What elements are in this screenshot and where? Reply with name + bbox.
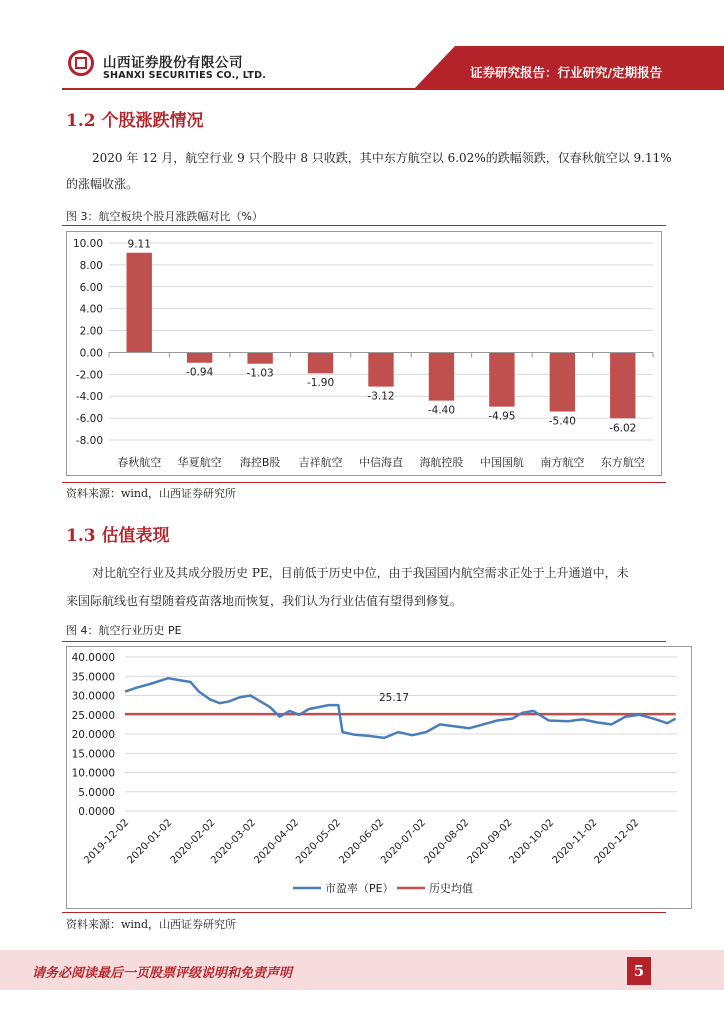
figure-4-bottom-rule xyxy=(62,912,666,913)
bar xyxy=(187,352,212,362)
bar xyxy=(550,352,575,411)
bar xyxy=(308,352,333,373)
bar-chart xyxy=(67,232,661,475)
page-number: 5 xyxy=(627,957,651,985)
x-category-label: 南方航空 xyxy=(540,456,585,469)
logo-inner-mark xyxy=(75,57,87,69)
figure-4-chart-frame xyxy=(66,646,692,909)
y-tick-label: 40.0000 xyxy=(71,652,115,664)
company-name-cn: 山西证券股份有限公司 xyxy=(103,55,243,71)
paragraph-1-3-line2: 来国际航线也有望随着疫苗落地而恢复，我们认为行业估值有望得到修复。 xyxy=(66,594,463,608)
y-tick-label: -8.00 xyxy=(75,435,103,447)
paragraph-1-2-line1: 2020 年 12 月，航空行业 9 只个股中 8 只收跌，其中东方航空以 6.02%的跌幅领跌，仅春秋航空以 9.11% xyxy=(92,151,672,165)
bar xyxy=(489,352,514,406)
data-label: -1.03 xyxy=(246,367,274,380)
x-tick-label: 2020-05-02 xyxy=(294,817,344,867)
data-label: -4.95 xyxy=(488,410,516,423)
legend-label-pe: 市盈率（PE） xyxy=(325,882,394,895)
figure-3-top-rule xyxy=(62,225,666,226)
data-label: -5.40 xyxy=(548,415,576,428)
x-tick-label: 2020-04-02 xyxy=(252,817,302,867)
paragraph-1-2-line2: 的涨幅收涨。 xyxy=(66,177,139,191)
y-tick-label: 35.0000 xyxy=(71,671,115,684)
y-tick-label: 5.0000 xyxy=(78,786,115,799)
y-tick-label: 8.00 xyxy=(79,259,103,272)
section-title-1-3: 1.3 估值表现 xyxy=(66,526,170,546)
y-tick-label: 0.0000 xyxy=(78,806,115,818)
disclaimer-link[interactable]: 请务必阅读最后一页股票评级说明和免责声明 xyxy=(32,966,293,981)
x-tick-label: 2020-02-02 xyxy=(168,817,218,867)
y-tick-label: 0.00 xyxy=(79,347,103,360)
x-tick-label: 2020-09-02 xyxy=(465,817,515,867)
y-tick-label: 20.0000 xyxy=(71,729,115,741)
x-tick-label: 2020-11-02 xyxy=(550,817,600,867)
figure-3-bottom-rule xyxy=(62,482,666,483)
x-tick-label: 2019-12-02 xyxy=(82,817,132,867)
figure-4-source: 资料来源：wind，山西证券研究所 xyxy=(66,918,237,931)
bar xyxy=(247,352,272,363)
x-category-label: 中信海直 xyxy=(359,456,403,469)
bar xyxy=(429,352,454,400)
figure-3-chart-frame xyxy=(66,231,662,476)
figure-4-top-rule xyxy=(62,641,666,642)
bar xyxy=(127,253,152,353)
legend-label-average: 历史均值 xyxy=(429,882,473,895)
x-category-label: 华夏航空 xyxy=(177,456,222,469)
y-tick-label: 30.0000 xyxy=(71,690,115,703)
x-tick-label: 2020-12-02 xyxy=(592,817,642,867)
x-category-label: 海控B股 xyxy=(239,456,281,469)
y-tick-label: 10.00 xyxy=(72,238,103,250)
y-tick-label: 10.0000 xyxy=(71,767,115,780)
header-divider xyxy=(62,88,724,90)
series-pe-line xyxy=(125,678,676,738)
x-category-label: 东方航空 xyxy=(600,456,645,469)
x-tick-label: 2020-07-02 xyxy=(379,817,429,867)
line-chart xyxy=(67,647,691,908)
x-category-label: 海航控股 xyxy=(419,456,464,469)
y-tick-label: 6.00 xyxy=(79,281,103,294)
x-tick-label: 2020-03-02 xyxy=(209,817,258,867)
data-label: -4.40 xyxy=(427,404,456,417)
bar xyxy=(610,352,635,418)
x-category-label: 吉祥航空 xyxy=(298,456,343,469)
y-tick-label: 25.0000 xyxy=(71,709,115,722)
x-tick-label: 2020-01-02 xyxy=(125,817,175,867)
average-annotation: 25.17 xyxy=(378,692,410,705)
figure-3-title: 图 3：航空板块个股月涨跌幅对比（%） xyxy=(66,210,263,223)
data-label: 9.11 xyxy=(127,238,151,251)
data-label: -6.02 xyxy=(609,422,637,435)
x-tick-label: 2020-06-02 xyxy=(337,817,387,867)
figure-3-source: 资料来源：wind，山西证券研究所 xyxy=(66,487,237,500)
company-name-en: SHANXI SECURITIES CO., LTD. xyxy=(103,70,267,81)
x-tick-label: 2020-08-02 xyxy=(422,817,472,867)
report-type-label: 证券研究报告：行业研究/定期报告 xyxy=(470,65,663,80)
x-tick-label: 2020-10-02 xyxy=(507,817,557,867)
figure-4-title: 图 4：航空行业历史 PE xyxy=(66,624,182,637)
bar xyxy=(368,352,393,386)
section-title-1-2: 1.2 个股涨跌情况 xyxy=(66,111,204,131)
y-tick-label: 2.00 xyxy=(79,325,103,338)
x-category-label: 中国国航 xyxy=(479,456,524,469)
data-label: -0.94 xyxy=(186,366,214,379)
y-tick-label: 15.0000 xyxy=(71,748,115,761)
x-category-label: 春秋航空 xyxy=(117,456,162,469)
paragraph-1-3-line1: 对比航空行业及其成分股历史 PE，目前低于历史中位，由于我国国内航空需求正处于上升通道中，未 xyxy=(92,566,629,580)
y-tick-label: -2.00 xyxy=(75,369,103,382)
y-tick-label: -6.00 xyxy=(75,413,103,426)
data-label: -1.90 xyxy=(306,377,335,390)
data-label: -3.12 xyxy=(367,390,395,403)
y-tick-label: -4.00 xyxy=(75,391,103,404)
y-tick-label: 4.00 xyxy=(79,303,103,316)
